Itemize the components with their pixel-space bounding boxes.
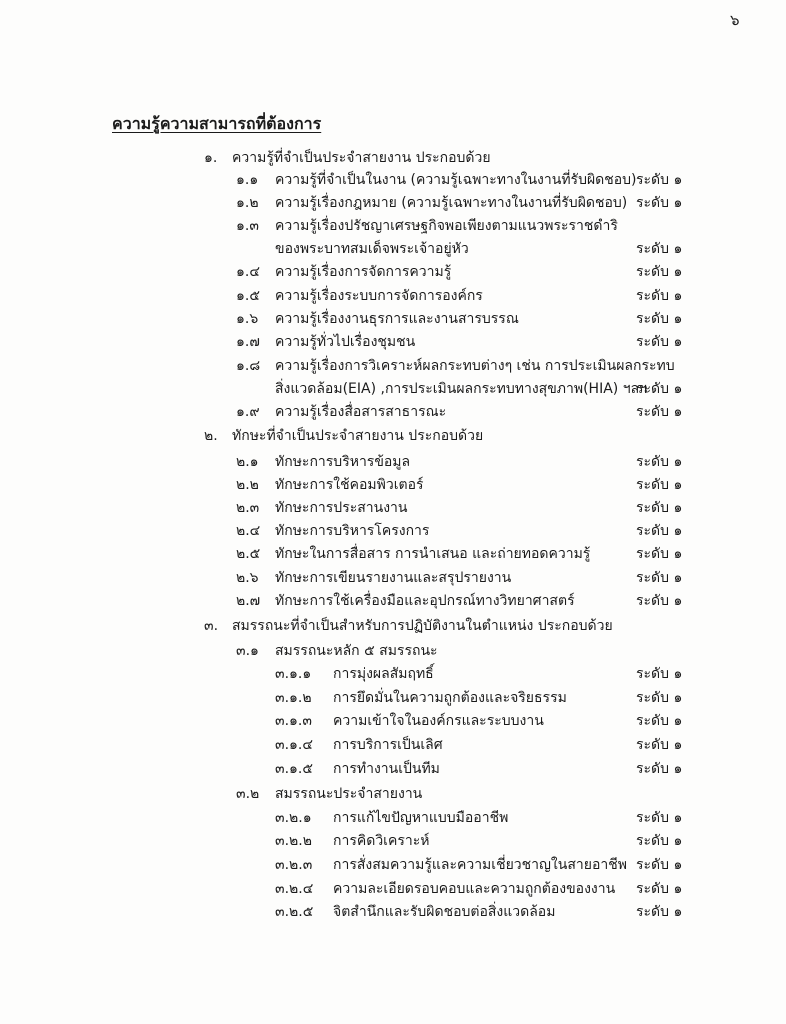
list-item	[0, 284, 786, 308]
level-label: ระดับ ๑	[636, 833, 683, 849]
item-number: ๓.๑.๑	[275, 666, 312, 682]
level-label: ระดับ ๑	[636, 666, 683, 682]
list-item	[0, 519, 786, 543]
subsection-title: สมรรถนะประจำสายงาน	[275, 786, 423, 802]
item-text: ความรู้เรื่องงานธุรการและงานสารบรรณ	[275, 311, 519, 327]
level-label: ระดับ ๑	[636, 904, 683, 920]
item-text: ความรู้เรื่องระบบการจัดการองค์กร	[275, 288, 483, 304]
section-number: ๑.	[204, 150, 218, 166]
level-label: ระดับ ๑	[636, 500, 683, 516]
subsection-heading	[0, 782, 786, 806]
list-item	[0, 877, 786, 901]
level-label: ระดับ ๑	[636, 881, 683, 897]
item-number: ๒.๗	[236, 593, 261, 609]
list-item	[0, 354, 786, 378]
item-text: ความละเอียดรอบคอบและความถูกต้องของงาน	[333, 881, 616, 897]
level-label: ระดับ ๑	[636, 713, 683, 729]
item-text: ความรู้เรื่องการจัดการความรู้	[275, 264, 452, 280]
section-number: ๒.	[204, 428, 218, 444]
section-title: สมรรถนะที่จำเป็นสำหรับการปฏิบัติงานในตำแหน่ง ประกอบด้วย	[232, 618, 613, 634]
item-number: ๒.๖	[236, 570, 259, 586]
item-text: ความรู้เรื่องกฎหมาย (ความรู้เฉพาะทางในงานที่รับผิดชอบ)	[275, 195, 628, 211]
list-item	[0, 709, 786, 733]
item-number: ๑.๙	[236, 404, 260, 420]
section-title: ความรู้ที่จำเป็นประจำสายงาน ประกอบด้วย	[232, 150, 491, 166]
item-number: ๒.๕	[236, 546, 261, 562]
subsection-title: สมรรถนะหลัก ๕ สมรรถนะ	[275, 643, 438, 659]
item-number: ๓.๑.๒	[275, 690, 312, 706]
item-text: การบริการเป็นเลิศ	[333, 737, 443, 753]
list-item	[0, 566, 786, 590]
list-item	[0, 168, 786, 192]
item-number: ๑.๓	[236, 218, 259, 234]
item-text: การสั่งสมความรู้และความเชี่ยวชาญในสายอาชีพ	[333, 857, 627, 873]
subsection-number: ๓.๒	[236, 786, 260, 802]
list-item	[0, 330, 786, 354]
section-heading	[0, 146, 786, 170]
item-number: ๑.๒	[236, 195, 259, 211]
list-item	[0, 496, 786, 520]
list-item	[0, 829, 786, 853]
list-item	[0, 662, 786, 686]
item-number: ๓.๒.๓	[275, 857, 313, 873]
list-item	[0, 733, 786, 757]
subsection-heading	[0, 639, 786, 663]
list-item	[0, 542, 786, 566]
level-label: ระดับ ๑	[636, 334, 683, 350]
item-number: ๓.๒.๑	[275, 810, 312, 826]
item-number: ๒.๒	[236, 477, 259, 493]
level-label: ระดับ ๑	[636, 737, 683, 753]
section-number: ๓.	[204, 618, 219, 634]
item-text: ทักษะการเขียนรายงานและสรุปรายงาน	[275, 570, 512, 586]
level-label: ระดับ ๑	[636, 288, 683, 304]
item-number: ๒.๓	[236, 500, 260, 516]
item-number: ๒.๑	[236, 454, 259, 470]
list-item	[0, 473, 786, 497]
list-item	[0, 450, 786, 474]
item-text: ทักษะการบริหารข้อมูล	[275, 454, 411, 470]
item-text: ความเข้าใจในองค์กรและระบบงาน	[333, 713, 544, 729]
item-text: ความรู้เรื่องปรัชญาเศรษฐกิจพอเพียงตามแนวพระราชดำริ	[275, 218, 618, 234]
level-label: ระดับ ๑	[636, 593, 683, 609]
item-text: การแก้ไขปัญหาแบบมืออาชีพ	[333, 810, 509, 826]
page-number: ๖	[730, 11, 740, 29]
level-label: ระดับ ๑	[636, 454, 683, 470]
list-item	[0, 400, 786, 424]
level-label: ระดับ ๑	[636, 195, 683, 211]
item-number: ๓.๒.๒	[275, 833, 312, 849]
page-title: ความรู้ความสามารถที่ต้องการ	[112, 114, 322, 133]
item-number: ๑.๗	[236, 334, 260, 350]
level-label: ระดับ ๑	[636, 570, 683, 586]
list-item	[0, 260, 786, 284]
list-item	[0, 900, 786, 924]
list-item	[0, 806, 786, 830]
item-text: การคิดวิเคราะห์	[333, 833, 430, 849]
list-item-continuation	[0, 377, 786, 401]
item-text: ความรู้เรื่องสื่อสารสาธารณะ	[275, 404, 447, 420]
list-item	[0, 589, 786, 613]
list-item-continuation	[0, 237, 786, 261]
level-label: ระดับ ๑	[636, 810, 683, 826]
list-item	[0, 686, 786, 710]
item-text: ความรู้เรื่องการวิเคราะห์ผลกระทบต่างๆ เช่น การประเมินผลกระทบ	[275, 358, 675, 374]
list-item	[0, 853, 786, 877]
level-label: ระดับ ๑	[636, 761, 683, 777]
level-label: ระดับ ๑	[636, 404, 683, 420]
item-text-continued: สิ่งแวดล้อม(EIA) ,การประเมินผลกระทบทางสุขภาพ(HIA) ฯลฯ	[275, 381, 647, 397]
list-item	[0, 214, 786, 238]
list-item	[0, 757, 786, 781]
item-number: ๑.๑	[236, 172, 259, 188]
item-text-continued: ของพระบาทสมเด็จพระเจ้าอยู่หัว	[275, 241, 469, 257]
item-text: ทักษะการประสานงาน	[275, 500, 408, 516]
item-number: ๓.๒.๕	[275, 904, 314, 920]
level-label: ระดับ ๑	[636, 546, 683, 562]
item-text: ความรู้ที่จำเป็นในงาน (ความรู้เฉพาะทางในงานที่รับผิดชอบ)	[275, 172, 637, 188]
item-number: ๑.๖	[236, 311, 259, 327]
item-number: ๓.๑.๕	[275, 761, 313, 777]
level-label: ระดับ ๑	[636, 381, 683, 397]
level-label: ระดับ ๑	[636, 690, 683, 706]
item-text: การทำงานเป็นทีม	[333, 761, 440, 777]
item-number: ๓.๒.๔	[275, 881, 314, 897]
subsection-number: ๓.๑	[236, 643, 259, 659]
level-label: ระดับ ๑	[636, 264, 683, 280]
section-heading	[0, 614, 786, 638]
item-number: ๓.๑.๔	[275, 737, 313, 753]
item-text: ทักษะการบริหารโครงการ	[275, 523, 430, 539]
level-label: ระดับ ๑	[636, 857, 683, 873]
item-text: ทักษะในการสื่อสาร การนำเสนอ และถ่ายทอดความรู้	[275, 546, 591, 562]
item-number: ๓.๑.๓	[275, 713, 312, 729]
item-number: ๑.๔	[236, 264, 260, 280]
item-number: ๑.๕	[236, 288, 260, 304]
item-text: ทักษะการใช้คอมพิวเตอร์	[275, 477, 424, 493]
section-heading	[0, 424, 786, 448]
item-text: ความรู้ทั่วไปเรื่องชุมชน	[275, 334, 416, 350]
item-number: ๑.๘	[236, 358, 261, 374]
list-item	[0, 191, 786, 215]
level-label: ระดับ ๑	[636, 241, 683, 257]
level-label: ระดับ ๑	[636, 523, 683, 539]
item-text: การมุ่งผลสัมฤทธิ์	[333, 666, 434, 682]
item-number: ๒.๔	[236, 523, 261, 539]
level-label: ระดับ ๑	[636, 172, 683, 188]
section-title: ทักษะที่จำเป็นประจำสายงาน ประกอบด้วย	[232, 428, 484, 444]
level-label: ระดับ ๑	[636, 477, 683, 493]
item-text: ทักษะการใช้เครื่องมือและอุปกรณ์ทางวิทยาศาสตร์	[275, 593, 575, 609]
level-label: ระดับ ๑	[636, 311, 683, 327]
item-text: การยึดมั่นในความถูกต้องและจริยธรรม	[333, 690, 567, 706]
list-item	[0, 307, 786, 331]
item-text: จิตสำนึกและรับผิดชอบต่อสิ่งแวดล้อม	[333, 904, 556, 920]
